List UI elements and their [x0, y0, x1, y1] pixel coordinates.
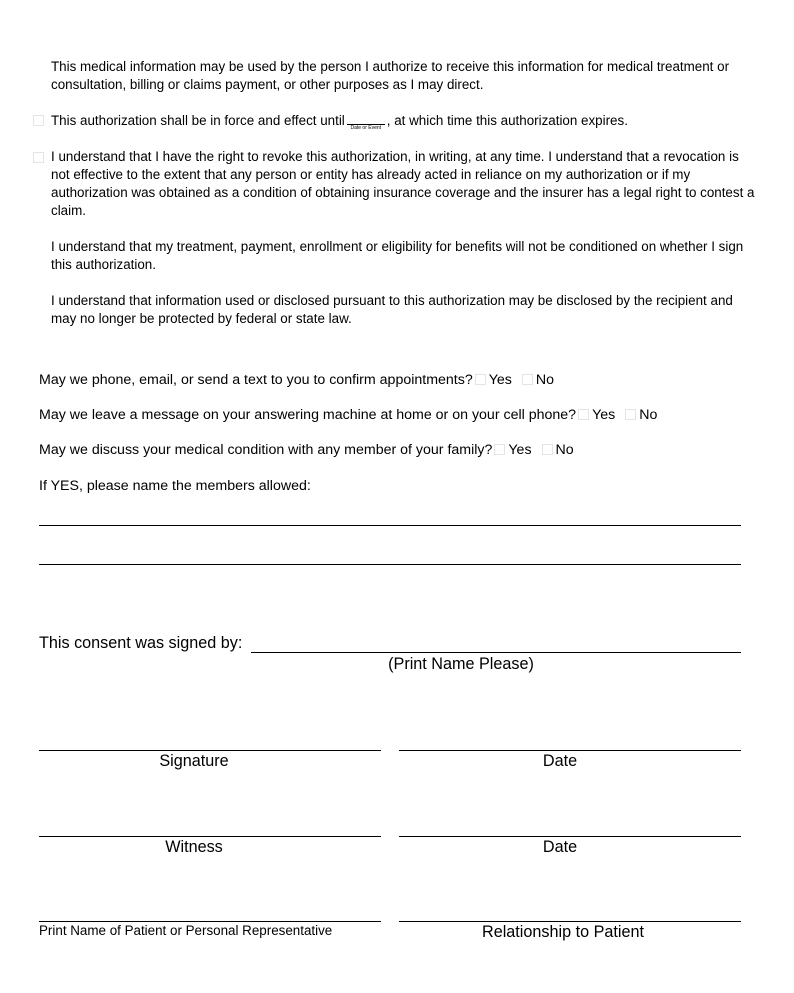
- yes-label: Yes: [592, 407, 616, 423]
- expiry-text-before: This authorization shall be in force and effect until: [51, 113, 345, 128]
- print-name-caption: (Print Name Please): [388, 655, 534, 673]
- expiry-text-after: , at which time this authorization expires.: [386, 113, 628, 128]
- question-text: May we phone, email, or send a text to you to confirm appointments?: [39, 372, 473, 388]
- question-text: May we leave a message on your answering machine at home or on your cell phone?: [39, 407, 577, 423]
- revoke-paragraph: I understand that I have the right to revoke this authorization, in writing, at any time. I understand that a revocation is not effective to the extent that any person or entity has already acted in reliance on my authorization or if my authorization was obtained as a condition of obtaining insurance coverage and the insurer has a legal right to contest a claim.: [51, 149, 755, 218]
- yes-label: Yes: [508, 442, 532, 458]
- yes-label: Yes: [488, 372, 512, 388]
- members-line-1[interactable]: [39, 525, 741, 526]
- question-text: May we discuss your medical condition with any member of your family?: [39, 442, 493, 458]
- relationship-label: Relationship to Patient: [482, 923, 644, 941]
- no-checkbox[interactable]: [542, 444, 553, 455]
- no-label: No: [555, 442, 574, 458]
- no-label: No: [639, 407, 658, 423]
- question-messages: [39, 406, 657, 424]
- patient-name-label: Print Name of Patient or Personal Representative: [39, 923, 333, 938]
- signature-label: Signature: [159, 752, 229, 770]
- date-label-1: Date: [542, 752, 578, 770]
- no-checkbox[interactable]: [625, 409, 636, 420]
- disclosure-paragraph: I understand that information used or disclosed pursuant to this authorization may be disclosed by the recipient and may no longer be protected by federal or state law.: [51, 293, 733, 326]
- use-paragraph: This medical information may be used by the person I authorize to receive this information for medical treatment or consultation, billing or claims payment, or other purposes as I may direct.: [51, 59, 730, 92]
- members-prompt: If YES, please name the members allowed:: [39, 478, 311, 494]
- yes-checkbox[interactable]: [578, 409, 589, 420]
- treatment-paragraph: I understand that my treatment, payment, enrollment or eligibility for benefits will not be conditioned on whether I sign this authorization.: [51, 239, 744, 272]
- question-family: [39, 441, 574, 459]
- members-line-2[interactable]: [39, 564, 741, 565]
- revoke-checkbox[interactable]: [33, 152, 44, 163]
- consent-label: This consent was signed by:: [39, 634, 243, 652]
- question-appointments: [39, 371, 554, 389]
- expiry-paragraph: [51, 112, 756, 130]
- yes-checkbox[interactable]: [475, 374, 486, 385]
- date-label-2: Date: [542, 838, 578, 856]
- yes-checkbox[interactable]: [494, 444, 505, 455]
- no-label: No: [535, 372, 555, 388]
- expiry-field-caption: Date or Event: [350, 125, 382, 131]
- consent-name-line[interactable]: [251, 652, 741, 653]
- witness-label: Witness: [165, 838, 223, 856]
- expiry-date-field[interactable]: [347, 112, 385, 131]
- expiry-checkbox[interactable]: [33, 115, 44, 126]
- no-checkbox[interactable]: [522, 374, 533, 385]
